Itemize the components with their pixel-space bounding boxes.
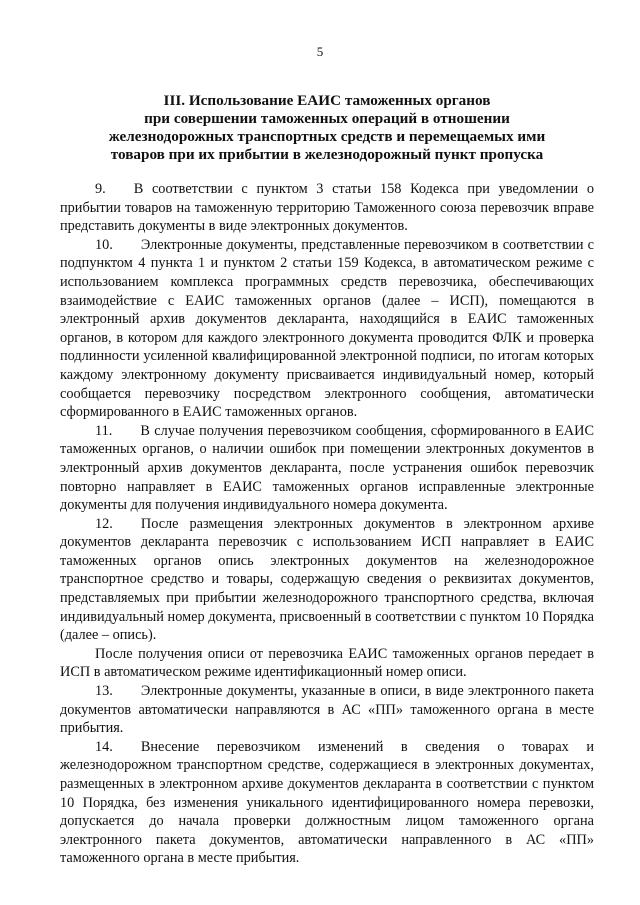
section-heading: [60, 92, 594, 164]
paragraph-text: Электронные документы, представленные перевозчиком в соответствии с подпунктом 4 пункта 1 и пунктом 2 статьи 159 Кодекса, в автоматическом режиме с использованием комплекса программных средств перевозчика, обеспечивающих взаимодействие с ЕАИС таможенных органов (далее – ИСП), помещаются в электронный архив документов декларанта, находящийся в ЕАИС таможенных органов, в котором для каждого электронного документа проводится ФЛК и проверка подлинности усиленной квалифицированной электронной подписи, по итогам которых каждому электронному документу присваивается индивидуальный номер, который сообщается перевозчику посредством электронного сообщения, автоматически сформированного в ЕАИС таможенных органов.: [60, 236, 594, 421]
paragraph-12: [60, 515, 594, 645]
paragraph-text: В случае получения перевозчиком сообщения, сформированного в ЕАИС таможенных органов, о наличии ошибок при помещении электронных документов в электронный архив документов декларанта, после устранения ошибок перевозчик повторно направляет в ЕАИС таможенных органов исправленные электронные документы для получения индивидуального номера документа.: [60, 422, 594, 514]
section-heading-line: III. Использование ЕАИС таможенных органов: [163, 92, 491, 109]
paragraph-number: 12.: [95, 515, 113, 532]
paragraph-14: [60, 738, 594, 868]
paragraph-12-continued: [60, 645, 594, 682]
document-body: [60, 180, 594, 868]
paragraph-text: Внесение перевозчиком изменений в сведения о товарах и железнодорожном транспортном средстве, содержащиеся в электронных документах, размещенных в электронном архиве документов декларанта в соответствии с пунктом 10 Порядка, без изменения уникального идентифицированного номера перевозки, допускается до начала проверки должностным лицом таможенного органа электронного пакета документов, автоматически направленного в АС «ПП» таможенного органа в месте прибытия.: [60, 738, 594, 867]
paragraph-number: 13.: [95, 683, 113, 700]
paragraph-text: После получения описи от перевозчика ЕАИС таможенных органов передает в ИСП в автоматическом режиме идентификационный номер описи.: [60, 645, 594, 681]
section-heading-line: железнодорожных транспортных средств и перемещаемых ими: [108, 128, 546, 145]
paragraph-number: 14.: [95, 738, 113, 755]
paragraph-text: После размещения электронных документов в электронном архиве документов декларанта перевозчик с использованием ИСП направляет в ЕАИС таможенных органов опись электронных документов на железнодорожное транспортное средство и товары, содержащую сведения о реквизитах документов, представляемых при прибытии железнодорожного транспортного средства, включая индивидуальный номер документа, присвоенный в соответствии с пунктом 10 Порядка (далее – опись).: [60, 515, 594, 644]
paragraph-text: В соответствии с пунктом 3 статьи 158 Кодекса при уведомлении о прибытии товаров на таможенную территорию Таможенного союза перевозчик вправе представить документы в виде электронных документов.: [60, 181, 594, 235]
paragraph-number: 9.: [95, 181, 106, 197]
paragraph-11: [60, 422, 594, 515]
paragraph-13: [60, 682, 594, 738]
paragraph-9: [60, 180, 594, 236]
paragraph-number: 11.: [95, 422, 113, 439]
page-number: 5: [316, 44, 324, 59]
paragraph-text: Электронные документы, указанные в описи, в виде электронного пакета документов автоматически направляются в АС «ПП» таможенного органа в месте прибытия.: [60, 683, 594, 737]
section-heading-line: товаров при их прибытии в железнодорожный пункт пропуска: [110, 146, 544, 163]
paragraph-number: 10.: [95, 236, 113, 253]
section-heading-line: при совершении таможенных операций в отношении: [144, 110, 510, 127]
paragraph-10: [60, 236, 594, 422]
